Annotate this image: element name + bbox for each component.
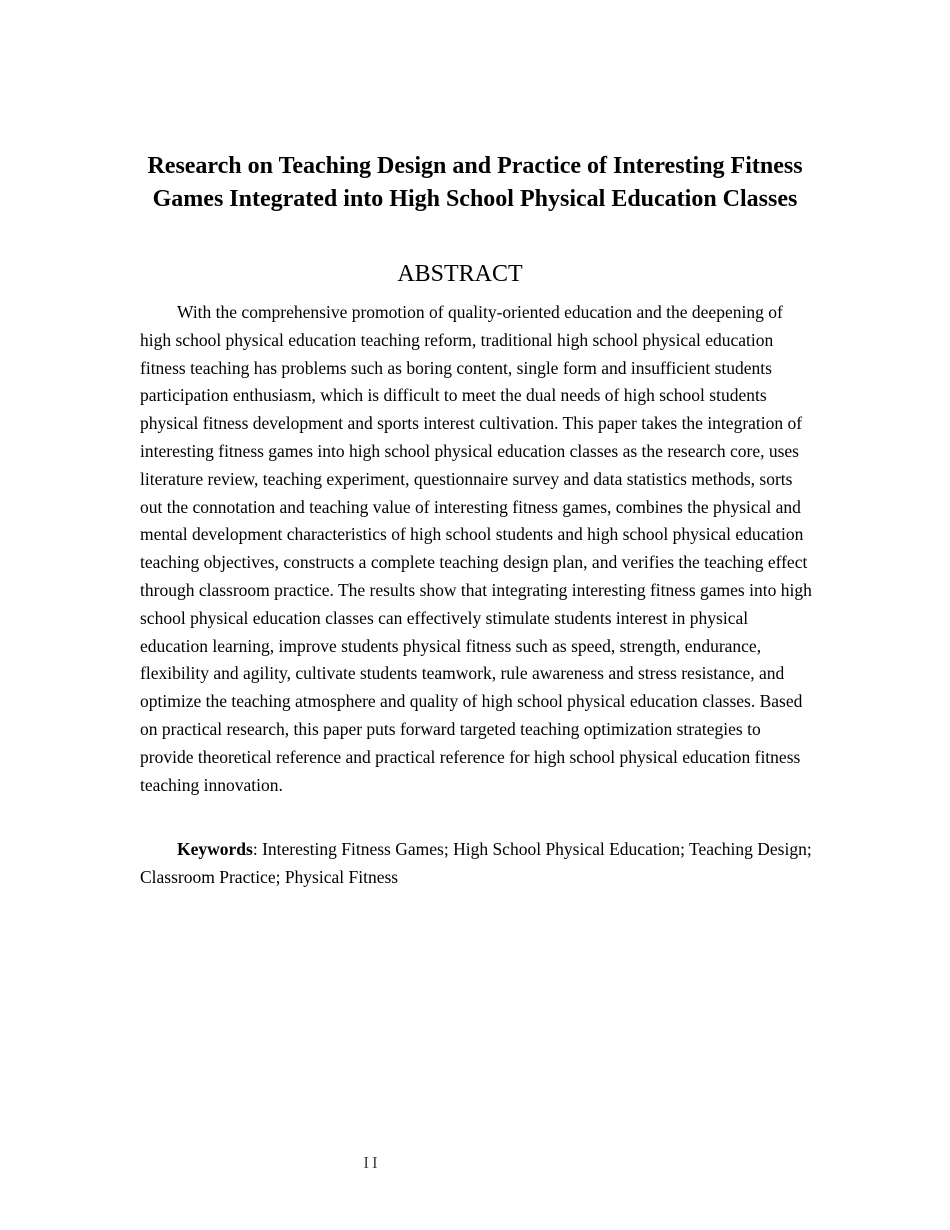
page-number: II [363, 1153, 381, 1172]
keywords-paragraph [140, 836, 812, 892]
paper-title: Research on Teaching Design and Practice of Interesting Fitness Games Integrated into High School Physical Education Classes [147, 153, 803, 212]
abstract-heading: ABSTRACT [397, 261, 523, 287]
keywords-label: Keywords [177, 839, 253, 859]
abstract-paragraph: With the comprehensive promotion of quality-oriented education and the deepening of high school physical education teaching reform, traditional high school physical education fitness teaching has problems such as boring content, single form and insufficient students participation enthusiasm, which is difficult to meet the dual needs of high school students physical fitness development and sports interest cultivation. This paper takes the integration of interesting fitness games into high school physical education classes as the research core, uses literature review, teaching experiment, questionnaire survey and data statistics methods, sorts out the connotation and teaching value of interesting fitness games, combines the physical and mental development characteristics of high school students and high school physical education teaching objectives, constructs a complete teaching design plan, and verifies the teaching effect through classroom practice. The results show that integrating interesting fitness games into high school physical education classes can effectively stimulate students interest in physical education learning, improve students physical fitness such as speed, strength, endurance, flexibility and agility, cultivate students teamwork, rule awareness and stress resistance, and optimize the teaching atmosphere and quality of high school physical education classes. Based on practical research, this paper puts forward targeted teaching optimization strategies to provide theoretical reference and practical reference for high school physical education fitness teaching innovation. [140, 302, 812, 795]
keywords-text: : Interesting Fitness Games; High School Physical Education; Teaching Design; Classroom Practice; Physical Fitness [140, 839, 812, 887]
